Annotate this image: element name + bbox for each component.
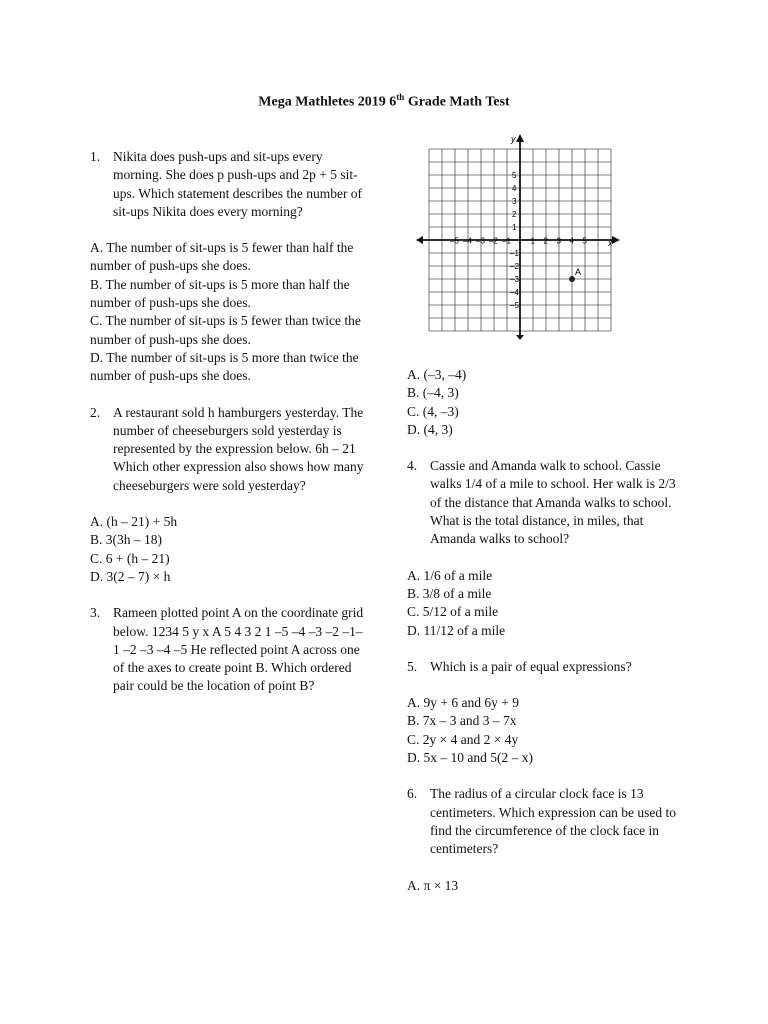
x-axis-arrow-left xyxy=(416,236,423,244)
y-tick-label: 5 xyxy=(512,171,517,180)
question-6 xyxy=(407,785,682,858)
answer-option: B. The number of sit-ups is 5 more than half the number of push-ups she does. xyxy=(90,276,350,311)
answer-option: C. 6 + (h – 21) xyxy=(90,550,170,566)
question-text: Nikita does push-ups and sit-ups every morning. She does p push-ups and 2p + 5 sit-ups. Which statement describes the number of sit-ups Nikita does every morning? xyxy=(113,149,363,219)
question-3 xyxy=(90,604,365,695)
answer-option: C. (4, –3) xyxy=(407,403,459,419)
right-column xyxy=(407,366,682,895)
y-tick-label: –5 xyxy=(510,301,519,310)
x-tick-label: –1 xyxy=(502,236,511,246)
question-number: 1. xyxy=(90,149,101,164)
y-axis-label: y xyxy=(511,134,516,144)
answer-option: C. 2y × 4 and 2 × 4y xyxy=(407,731,519,747)
question-text: Rameen plotted point A on the coordinate grid below. 1234 5 y x A 5 4 3 2 1 –5 –4 –3 –2 –1–1 –2 –3 –4 –5 He reflected point A across one of the axes to create point B. Which ordered pair could be the location of point B? xyxy=(113,605,364,694)
answer-option: D. 3(2 – 7) × h xyxy=(90,568,171,584)
answer-option: B. 3(3h – 18) xyxy=(90,532,162,548)
y-tick-label: 1 xyxy=(512,223,517,232)
answer-option: A. (h – 21) + 5h xyxy=(90,514,178,530)
left-column xyxy=(90,148,365,696)
answer-option: B. 7x – 3 and 3 – 7x xyxy=(407,713,517,729)
point-a-label: A xyxy=(575,267,582,277)
question-4 xyxy=(407,457,682,548)
y-tick-label: 3 xyxy=(512,197,517,206)
question-text: Which is a pair of equal expressions? xyxy=(430,658,632,674)
page-title: Mega Mathletes 2019 6th Grade Math Test xyxy=(258,92,510,110)
y-tick-label: –3 xyxy=(510,275,519,284)
answer-option: B. (–4, 3) xyxy=(407,385,459,401)
answer-option: D. 5x – 10 and 5(2 – x) xyxy=(407,750,533,766)
question-5 xyxy=(407,658,682,676)
coordinate-grid xyxy=(415,130,625,340)
answer-option: B. 3/8 of a mile xyxy=(407,585,492,601)
question-number: 3. xyxy=(90,605,101,621)
x-tick-label: 2 xyxy=(543,236,548,246)
x-axis-label: x xyxy=(608,238,613,248)
y-axis-arrow-up xyxy=(516,134,524,142)
y-tick-label: –1 xyxy=(510,249,519,258)
answer-option: D. (4, 3) xyxy=(407,421,453,437)
answer-option: A. (–3, –4) xyxy=(407,367,467,382)
x-tick-label: –3 xyxy=(476,236,485,246)
x-axis-arrow-right xyxy=(612,236,620,244)
x-tick-label: 4 xyxy=(569,236,574,246)
question-1 xyxy=(90,148,365,221)
y-tick-label: 2 xyxy=(512,210,517,219)
question-number: 5. xyxy=(407,658,418,674)
answer-option: C. The number of sit-ups is 5 fewer than twice the number of push-ups she does. xyxy=(90,313,361,347)
question-text: Cassie and Amanda walk to school. Cassie walks 1/4 of a mile to school. Her walk is 2/3 of the distance that Amanda walks to school. What is the total distance, in miles, that Amanda walks to school? xyxy=(430,458,676,547)
x-tick-label: –2 xyxy=(489,236,498,246)
y-axis-arrow-down xyxy=(516,335,524,340)
answer-option: A. π × 13 xyxy=(407,877,459,893)
answer-option: A. 9y + 6 and 6y + 9 xyxy=(407,695,519,711)
question-number: 6. xyxy=(407,786,418,802)
question-text: The radius of a circular clock face is 13 centimeters. Which expression can be used to find the circumference of the clock face in centimeters? xyxy=(430,786,677,857)
y-tick-label: –4 xyxy=(510,288,519,297)
x-tick-label: –5 xyxy=(450,236,459,246)
y-tick-label: –2 xyxy=(510,262,519,271)
answer-option: D. The number of sit-ups is 5 more than twice the number of push-ups she does. xyxy=(90,349,359,384)
answer-option: C. 5/12 of a mile xyxy=(407,604,499,620)
x-tick-label: 1 xyxy=(530,236,535,246)
question-2 xyxy=(90,404,365,495)
y-tick-label: 4 xyxy=(512,184,517,193)
answer-option: A. The number of sit-ups is 5 fewer than half the number of push-ups she does. xyxy=(90,240,354,274)
question-text: A restaurant sold h hamburgers yesterday. The number of cheeseburgers sold yesterday is represented by the expression below. 6h – 21 Which other expression also shows how many cheeseburgers were sold yesterday? xyxy=(113,404,364,493)
question-number: 2. xyxy=(90,404,101,420)
x-tick-label: 5 xyxy=(582,236,587,246)
answer-option: A. 1/6 of a mile xyxy=(407,567,493,583)
x-tick-label: 3 xyxy=(556,236,561,246)
x-tick-label: –4 xyxy=(463,236,472,246)
question-number: 4. xyxy=(407,458,418,474)
answer-option: D. 11/12 of a mile xyxy=(407,622,506,638)
